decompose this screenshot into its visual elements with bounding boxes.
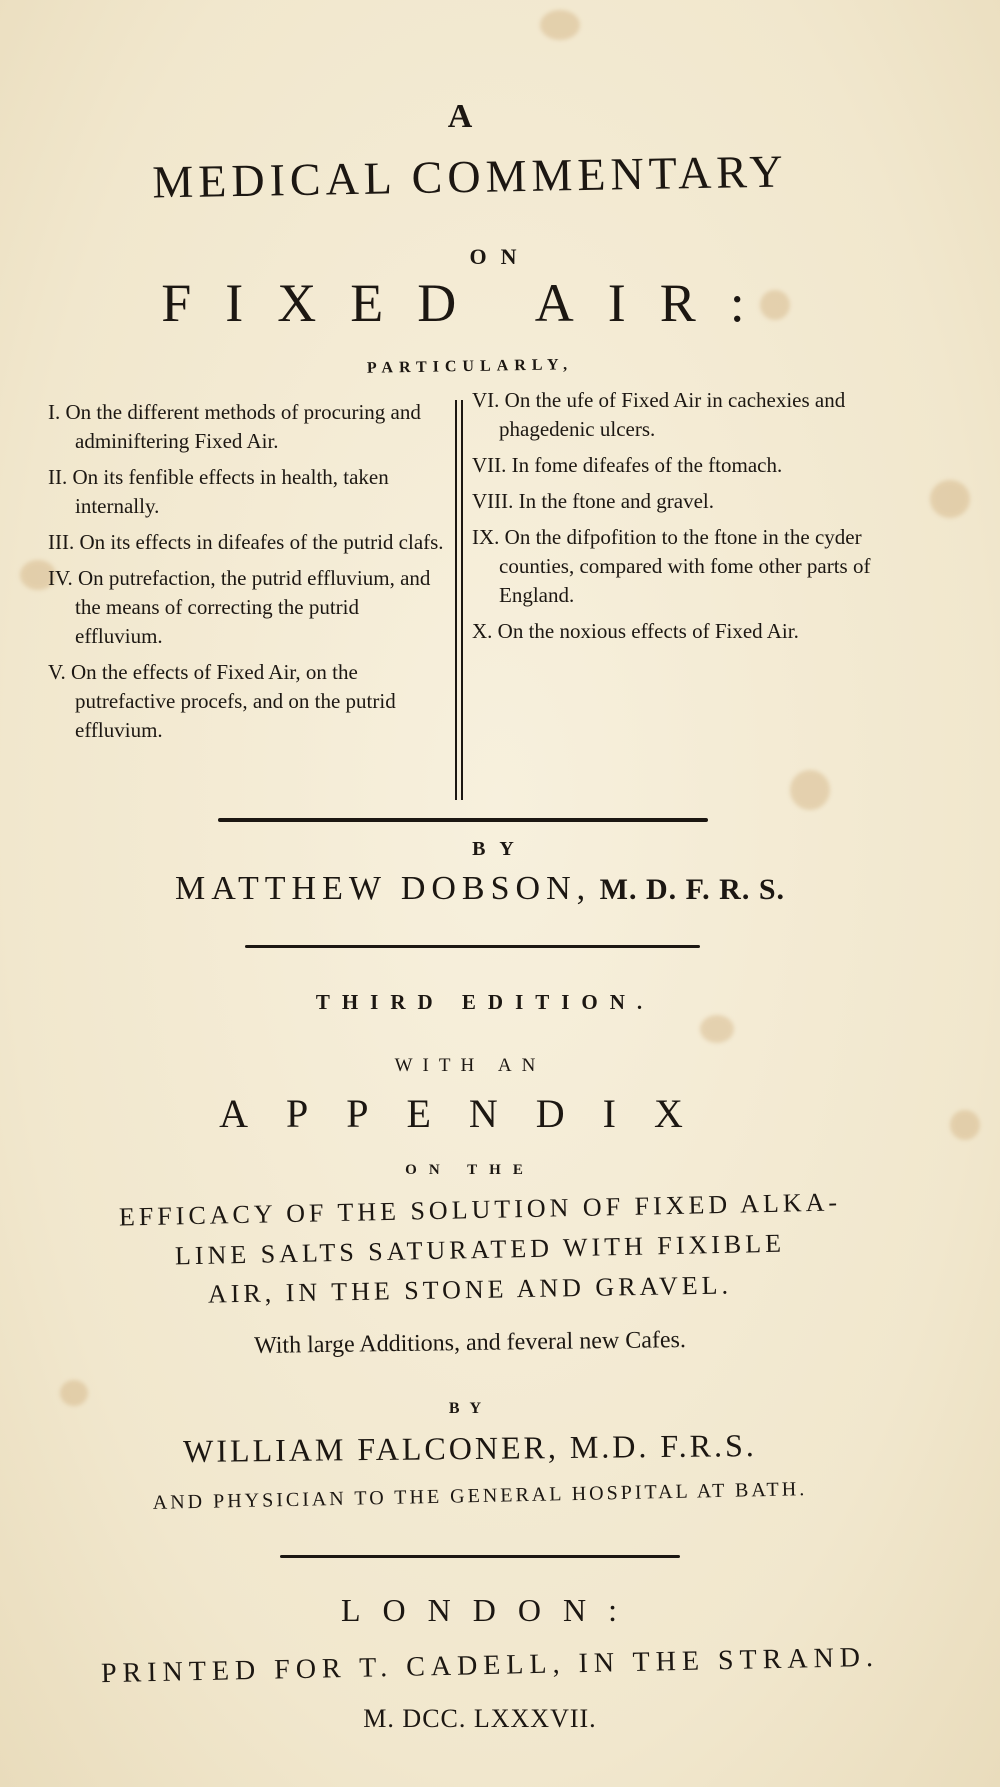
contents-item: VII. In fome difeafes of the ftomach. [472,453,783,477]
appendix-subject-line-2: LINE SALTS SATURATED WITH FIXIBLE [174,1228,786,1271]
on-the-label: ON THE [405,1162,535,1178]
author-credentials: M. D. F. R. S. [599,873,786,906]
imprint-printer: PRINTED FOR T. CADELL, IN THE STRAND. [100,1641,880,1690]
divider-rule [280,1555,680,1558]
title-article: A [447,98,473,135]
appendix-subject-line-3: AIR, IN THE STONE AND GRAVEL. [207,1270,733,1309]
contents-item: IX. On the difpofition to the ftone in the cyder counties, compared with fome other parts of England. [472,525,871,607]
divider-rule [245,945,700,948]
contents-item: X. On the noxious effects of Fixed Air. [472,619,799,643]
foxing-spot [700,1015,734,1043]
contents-item: V. On the effects of Fixed Air, on the putrefactive procefs, and on the putrid effluvium. [48,660,396,742]
appendix-heading: APPENDIX [219,1091,721,1136]
foxing-spot [540,10,580,40]
with-an-label: WITH AN [394,1055,546,1076]
contents-left-column [48,398,450,752]
contents-item: III. On its effects in difeafes of the putrid clafs. [48,530,444,554]
second-by-label: BY [448,1400,492,1417]
contents-item: VIII. In the ftone and gravel. [472,489,714,513]
imprint-year: M. DCC. LXXXVII. [363,1704,597,1733]
additions-note: With large Additions, and feveral new Cafes. [253,1326,687,1360]
author-line [0,870,980,908]
title-line-2: FIXED AIR: [161,273,779,333]
divider-rule [218,818,708,822]
foxing-spot [790,770,830,810]
title-on: ON [469,244,531,269]
particularly-label: PARTICULARLY, [366,356,574,377]
contents-item: VI. On the ufe of Fixed Air in cachexies and phagedenic ulcers. [472,388,846,441]
appendix-author: WILLIAM FALCONER, M.D. F.R.S. [182,1426,757,1470]
contents-item: II. On its fenfible effects in health, taken internally. [48,465,389,518]
column-divider-right [461,400,463,800]
by-label: BY [472,838,528,860]
imprint-city: LONDON: [341,1592,639,1628]
contents-item: I. On the different methods of procuring and adminiftering Fixed Air. [48,400,421,453]
contents-right-column [472,386,872,653]
contents-item: IV. On putrefaction, the putrid effluvium, and the means of correcting the putrid effluvium. [48,566,431,648]
edition-label: THIRD EDITION. [315,990,655,1014]
foxing-spot [930,480,970,518]
appendix-author-position: AND PHYSICIAN TO THE GENERAL HOSPITAL AT BATH. [152,1478,808,1514]
author-name: MATTHEW DOBSON, [174,870,592,907]
title-line-1: MEDICAL COMMENTARY [151,145,789,208]
appendix-subject-line-1: EFFICACY OF THE SOLUTION OF FIXED ALKA- [118,1187,842,1232]
column-divider-left [455,400,457,800]
